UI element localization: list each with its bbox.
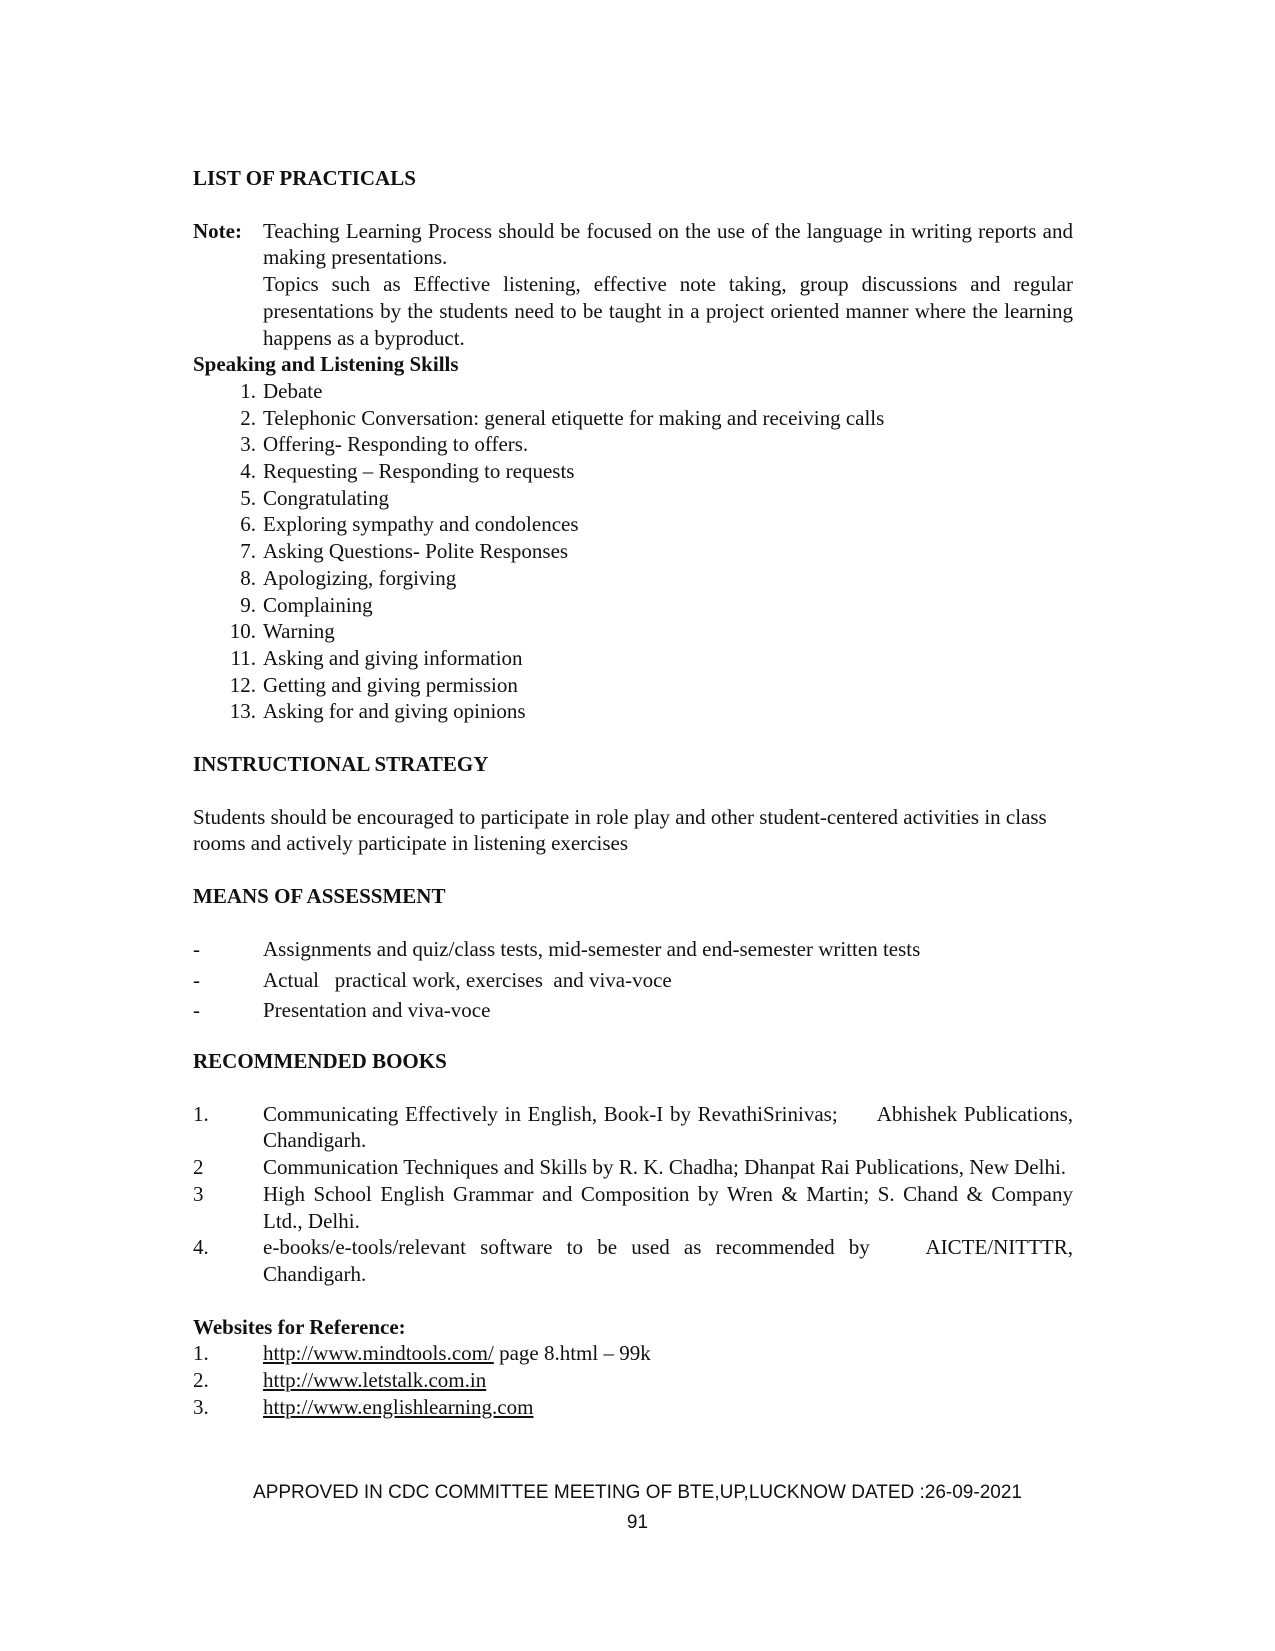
strategy-heading: INSTRUCTIONAL STRATEGY [193, 752, 489, 777]
list-item [193, 645, 1073, 672]
list-item-text: Asking for and giving opinions [263, 699, 526, 724]
book-text: Communicating Effectively in English, Book-I by RevathiSrinivas; Abhishek Publications, Chandigarh. [263, 1101, 1079, 1153]
list-item-number: 11. [230, 645, 256, 670]
list-item-number: 6. [240, 512, 256, 537]
list-item-number: 4. [240, 459, 256, 484]
website-number: 1. [193, 1341, 209, 1366]
website-item [193, 1340, 1073, 1367]
list-item-number: 8. [240, 565, 256, 590]
list-item-number: 5. [240, 485, 256, 510]
website-item [193, 1394, 1073, 1421]
list-item-number: 9. [240, 592, 256, 617]
dash-bullet: - [193, 967, 200, 992]
book-number: 2 [193, 1155, 204, 1180]
book-number: 1. [193, 1101, 209, 1126]
list-item-number: 7. [240, 539, 256, 564]
list-item-text: Congratulating [263, 485, 389, 510]
list-item [193, 592, 1073, 619]
book-number: 3 [193, 1181, 204, 1206]
assessment-item-text: Presentation and viva-voce [263, 998, 491, 1023]
list-item-text: Warning [263, 619, 335, 644]
list-item [193, 698, 1073, 725]
skills-subheading: Speaking and Listening Skills [193, 352, 459, 377]
list-item [193, 672, 1073, 699]
list-item-text: Asking and giving information [263, 645, 523, 670]
note-body [263, 218, 1073, 352]
list-item [193, 405, 1073, 432]
list-item [193, 431, 1073, 458]
list-item-text: Getting and giving permission [263, 672, 518, 697]
assessment-item-text: Assignments and quiz/class tests, mid-semester and end-semester written tests [263, 936, 921, 961]
note-label: Note: [193, 218, 242, 243]
book-number: 4. [193, 1235, 209, 1260]
book-item [193, 1101, 1079, 1154]
list-item-text: Apologizing, forgiving [263, 565, 457, 590]
note-block [193, 218, 1073, 352]
book-item [193, 1154, 1073, 1181]
list-item-text: Asking Questions- Polite Responses [263, 539, 569, 564]
list-item-text: Debate [263, 378, 323, 403]
list-item [193, 618, 1073, 645]
list-item-number: 2. [240, 405, 256, 430]
website-suffix: page 8.html – 99k [493, 1341, 651, 1366]
list-item-text: Requesting – Responding to requests [263, 459, 575, 484]
book-item [193, 1181, 1073, 1234]
assessment-item-text: Actual practical work, exercises and viva-voce [263, 967, 672, 992]
assessment-item [193, 997, 1073, 1024]
list-item-number: 3. [240, 432, 256, 457]
note-paragraph-1: Teaching Learning Process should be focused on the use of the language in writing reports and making presentations. [263, 218, 1073, 270]
book-text: High School English Grammar and Composition by Wren & Martin; S. Chand & Company Ltd., Delhi. [263, 1181, 1073, 1233]
websites-heading: Websites for Reference: [193, 1314, 406, 1339]
strategy-text: Students should be encouraged to participate in role play and other student-centered activities in class rooms and actively participate in listening exercises [193, 804, 1047, 856]
footer-approval-note: APPROVED IN CDC COMMITTEE MEETING OF BTE,UP,LUCKNOW DATED :26-09-2021 [253, 1482, 1022, 1503]
book-item [193, 1234, 1079, 1287]
practicals-heading: LIST OF PRACTICALS [193, 166, 416, 190]
list-item [193, 538, 1073, 565]
list-item-text: Telephonic Conversation: general etiquette for making and receiving calls [263, 405, 885, 430]
website-number: 3. [193, 1394, 209, 1419]
list-item-number: 13. [229, 699, 256, 724]
website-number: 2. [193, 1368, 209, 1393]
list-item [193, 511, 1073, 538]
assessment-heading: MEANS OF ASSESSMENT [193, 884, 446, 909]
list-item [193, 378, 1073, 405]
dash-bullet: - [193, 936, 200, 961]
assessment-item [193, 936, 1073, 963]
list-item-number: 12. [229, 672, 256, 697]
website-link[interactable]: http://www.letstalk.com.in [263, 1368, 487, 1393]
book-text: Communication Techniques and Skills by R. K. Chadha; Dhanpat Rai Publications, New Delhi. [263, 1155, 1067, 1180]
list-item [193, 565, 1073, 592]
note-paragraph-2: Topics such as Effective listening, effective note taking, group discussions and regular presentations by the students need to be taught in a project oriented manner where the learning happens as a byproduct. [263, 272, 1073, 350]
skills-list [193, 378, 1073, 725]
list-item-text: Exploring sympathy and condolences [263, 512, 579, 537]
list-item-number: 1. [240, 378, 256, 403]
list-item-number: 10. [229, 619, 256, 644]
list-item [193, 485, 1073, 512]
book-text: e-books/e-tools/relevant software to be used as recommended by AICTE/NITTTR, Chandigarh. [263, 1235, 1079, 1286]
website-link[interactable]: http://www.mindtools.com/ [263, 1341, 494, 1366]
list-item [193, 458, 1073, 485]
list-item-text: Complaining [263, 592, 373, 617]
dash-bullet: - [193, 998, 200, 1023]
assessment-item [193, 967, 1073, 994]
books-heading: RECOMMENDED BOOKS [193, 1048, 447, 1073]
website-link[interactable]: http://www.englishlearning.com [263, 1394, 534, 1419]
list-item-text: Offering- Responding to offers. [263, 432, 529, 457]
website-item [193, 1367, 1073, 1394]
page-number: 91 [626, 1512, 649, 1533]
document-page [193, 165, 1079, 1420]
